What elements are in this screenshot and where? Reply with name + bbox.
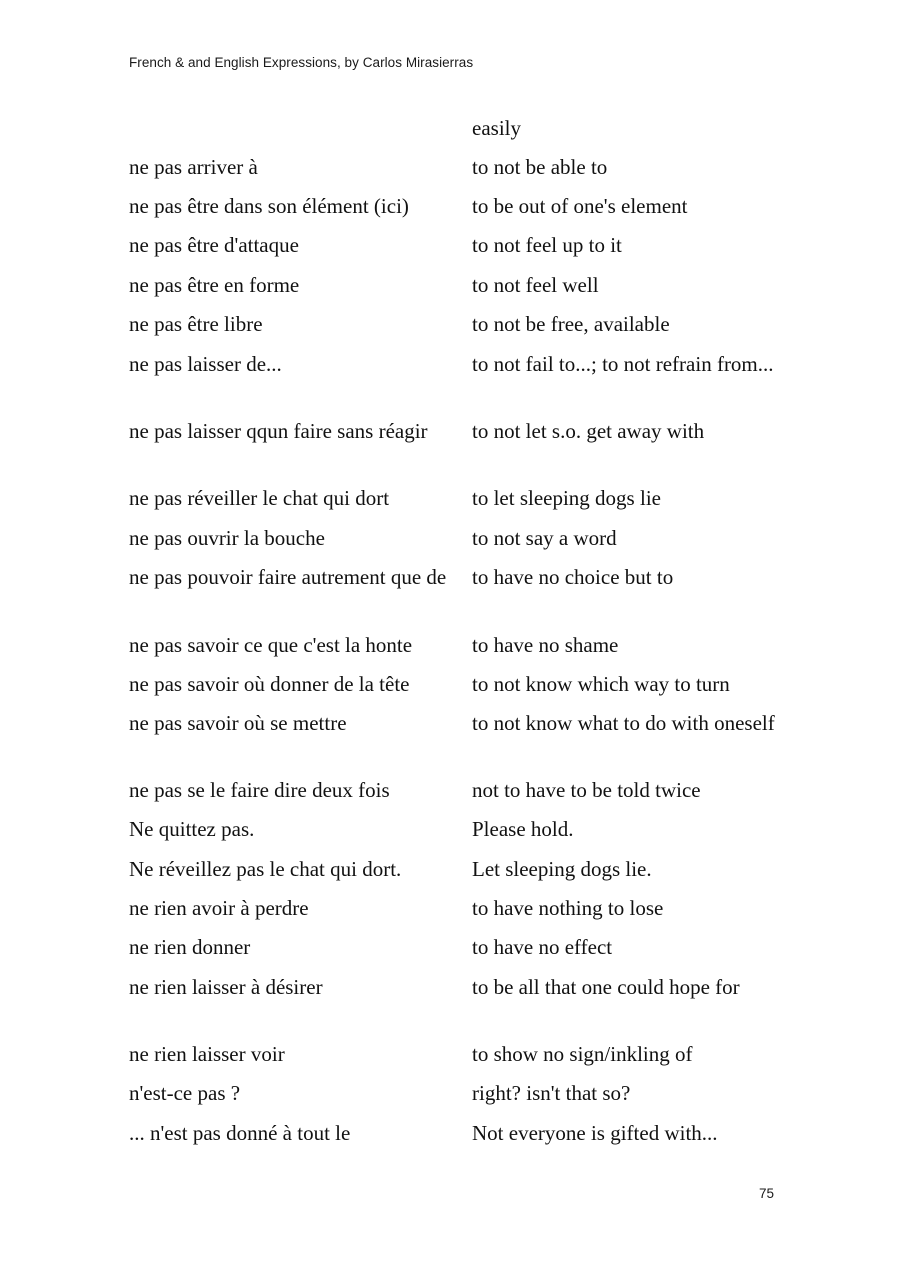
french-expression: ne pas être d'attaque <box>129 233 299 257</box>
french-expression: ne rien laisser à désirer <box>129 975 323 999</box>
english-translation: Let sleeping dogs lie. <box>472 857 652 881</box>
english-translation: not to have to be told twice <box>472 778 701 802</box>
page-number: 75 <box>759 1186 775 1201</box>
french-expression: Ne quittez pas. <box>129 817 255 841</box>
english-translation: to have no effect <box>472 935 613 959</box>
french-expression: ne pas laisser qqun faire sans réagir <box>129 419 428 443</box>
english-translation: to have nothing to lose <box>472 896 664 920</box>
english-translation: to be all that one could hope for <box>472 975 740 999</box>
english-translation: to show no sign/inkling of <box>472 1042 693 1066</box>
english-translation: to not say a word <box>472 526 617 550</box>
running-header: French & and English Expressions, by Carlos Mirasierras <box>129 55 474 70</box>
french-expression: ne pas savoir ce que c'est la honte <box>129 633 413 657</box>
french-expression: ne rien laisser voir <box>129 1042 285 1066</box>
french-expression: Ne réveillez pas le chat qui dort. <box>129 857 402 881</box>
english-translation: to not know which way to turn <box>472 672 730 696</box>
english-translation: right? isn't that so? <box>472 1081 631 1105</box>
french-expression: ne pas pouvoir faire autrement que de <box>129 565 447 589</box>
english-translation: to not be free, available <box>472 312 670 336</box>
french-expression: ne rien donner <box>129 935 251 959</box>
english-translation: to not let s.o. get away with <box>472 419 705 443</box>
french-expression: ne pas arriver à <box>129 155 258 179</box>
french-expression: ne pas être en forme <box>129 273 300 297</box>
english-translation: to not be able to <box>472 155 608 179</box>
english-translation: to be out of one's element <box>472 194 688 218</box>
french-expression: ne pas ouvrir la bouche <box>129 526 325 550</box>
french-expression: ne pas réveiller le chat qui dort <box>129 486 390 510</box>
french-expression: ne pas se le faire dire deux fois <box>129 778 390 802</box>
english-translation: to not feel up to it <box>472 233 622 257</box>
french-expression: ne pas laisser de... <box>129 352 282 376</box>
english-translation: Not everyone is gifted with... <box>472 1121 718 1145</box>
english-translation: to not know what to do with oneself <box>472 711 775 735</box>
french-expression: ne pas savoir où donner de la tête <box>129 672 410 696</box>
english-translation: easily <box>472 116 521 140</box>
english-translation: to have no choice but to <box>472 565 674 589</box>
french-expression: n'est-ce pas ? <box>129 1081 241 1105</box>
french-expression: ne pas être dans son élément (ici) <box>129 194 409 218</box>
english-translation: to let sleeping dogs lie <box>472 486 661 510</box>
french-expression: ne rien avoir à perdre <box>129 896 309 920</box>
french-expression: ne pas savoir où se mettre <box>129 711 347 735</box>
english-translation: Please hold. <box>472 817 574 841</box>
english-translation: to not fail to...; to not refrain from... <box>472 352 774 376</box>
english-translation: to have no shame <box>472 633 619 657</box>
french-expression: ne pas être libre <box>129 312 263 336</box>
english-translation: to not feel well <box>472 273 599 297</box>
french-expression: ... n'est pas donné à tout le <box>129 1121 351 1145</box>
